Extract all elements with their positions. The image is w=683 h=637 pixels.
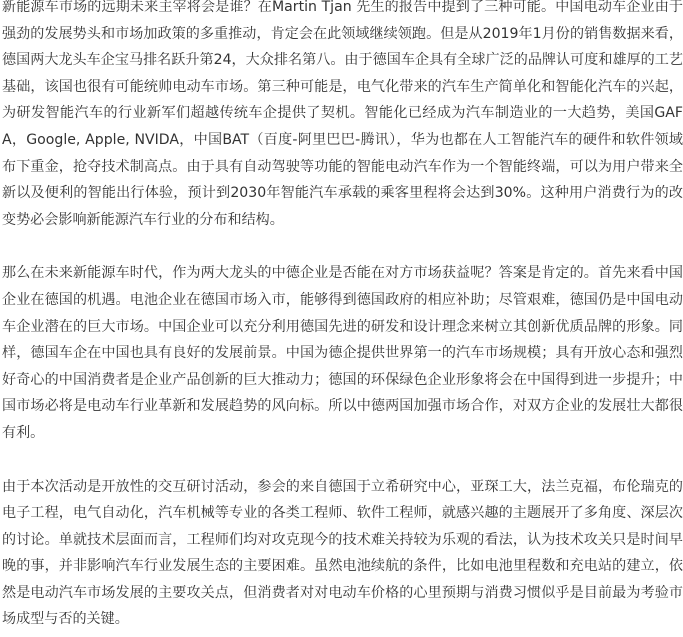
paragraph-spacer (2, 447, 683, 474)
paragraph-engineer-discussion: 由于本次活动是开放性的交互研讨活动，参会的来自德国于立希研究中心，亚琛工大，法兰克福，布伦瑞克的电子工程，电气自动化，汽车机械等专业的各类工程师、软件工程师，就感兴趣的主题展开了多角度、深层次的讨论。单就技术层面而言，工程师们均对攻克现今的技术难关持较为乐观的看法，认为技术攻关只是时间早晚的事，并非影响汽车行业发展生态的主要困难。虽然电池续航的条件，比如电池里程数和充电站的建立，依然是电动汽车市场发展的主要攻关点，但消费者对对电动车价格的心里预期与消费习惯似乎是目前最为考验市场成型与否的关键。 (2, 478, 683, 628)
paragraph-future-market: 新能源车市场的远期未来主宰将会是谁？在Martin Tjan 先生的报告中提到了三种可能。中国电动车企业由于强劲的发展势头和市场加政策的多重推动，肯定会在此领域继续领跑。但是从2019年1月份的销售数据来看，德国两大龙头车企宝马排名跃升第24，大众排名第八。由于德国车企具有全球广泛的品牌认可度和雄厚的工艺基础，该国也很有可能统帅电动车市场。第三种可能是，电气化带来的汽车生产简单化和智能化汽车的兴起，为研发智能汽车的行业新军们超越传统车企提供了契机。智能化已经成为汽车制造业的一大趋势，美国GAFA，Google, Apple, NVIDA，中国BAT（百度-阿里巴巴-腾讯），华为也都在人工智能汽车的硬件和软件领域布下重金，抢夺技术制高点。由于具有自动驾驶等功能的智能电动汽车作为一个智能终端，可以为用户带来全新以及便利的智能出行体验，预计到2030年智能汽车承载的乘客里程将会达到30%。这种用户消费行为的改变势必会影响新能源汽车行业的分布和结构。 (2, 0, 683, 228)
paragraph-spacer (2, 233, 683, 260)
paragraph-sino-german-opportunities: 那么在未来新能源车时代，作为两大龙头的中德企业是否能在对方市场获益呢？答案是肯定的。首先来看中国企业在德国的机遇。电池企业在德国市场入市，能够得到德国政府的相应补助；尽管艰难，德国仍是中国电动车企业潜在的巨大市场。中国企业可以充分利用德国先进的研发和设计理念来树立其创新优质品牌的形象。同样，德国车企在中国也具有良好的发展前景。中国为德企提供世界第一的汽车市场规模；具有开放心态和强烈好奇心的中国消费者是企业产品创新的巨大推动力；德国的环保绿色企业形象将会在中国得到进一步提升；中国市场必将是电动车行业革新和发展趋势的风向标。所以中德两国加强市场合作，对双方企业的发展壮大都很有利。 (2, 265, 683, 441)
